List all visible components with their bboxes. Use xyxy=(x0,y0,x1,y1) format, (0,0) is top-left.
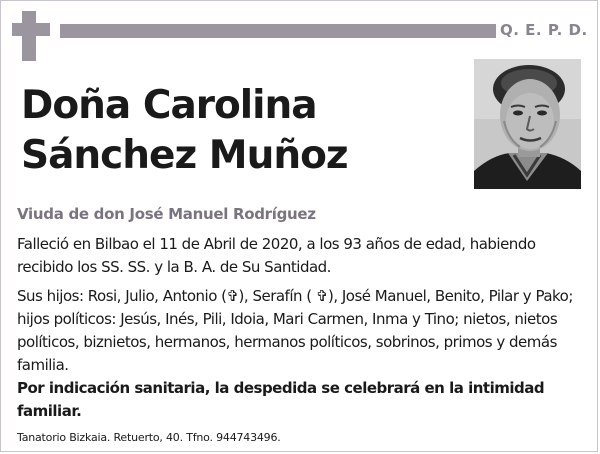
name-line-2: Sánchez Muñoz xyxy=(21,133,348,178)
qepd-badge: Q. E. P. D. xyxy=(500,21,588,39)
deceased-name xyxy=(21,81,348,181)
death-notice-text: Falleció en Bilbao el 11 de Abril de 2020, a los 93 años de edad, habiendo recibido los SS. SS. y la B. A. de Su Santidad. xyxy=(17,235,536,276)
family-list-text: Sus hijos: Rosi, Julio, Antonio (✞), Serafín ( ✞), José Manuel, Benito, Pilar y Pako; hijos políticos: Jesús, Inés, Pili, Idoia, Mari Carmen, Inma y Tino; nietos, nietos políticos, biznietos, hermanos, hermanos políticos, sobrinos, primos y demás familia. xyxy=(17,287,573,374)
funeral-home-info: Tanatorio Bizkaia. Retuerto, 40. Tfno. 944743496. xyxy=(17,431,281,444)
widow-of-subtitle: Viuda de don José Manuel Rodríguez xyxy=(17,205,316,223)
header-bar xyxy=(60,24,496,38)
name-line-1: Doña Carolina xyxy=(21,83,317,128)
portrait-photo xyxy=(474,59,581,189)
farewell-notice-text: Por indicación sanitaria, la despedida se celebrará en la intimidad familiar. xyxy=(17,379,545,420)
